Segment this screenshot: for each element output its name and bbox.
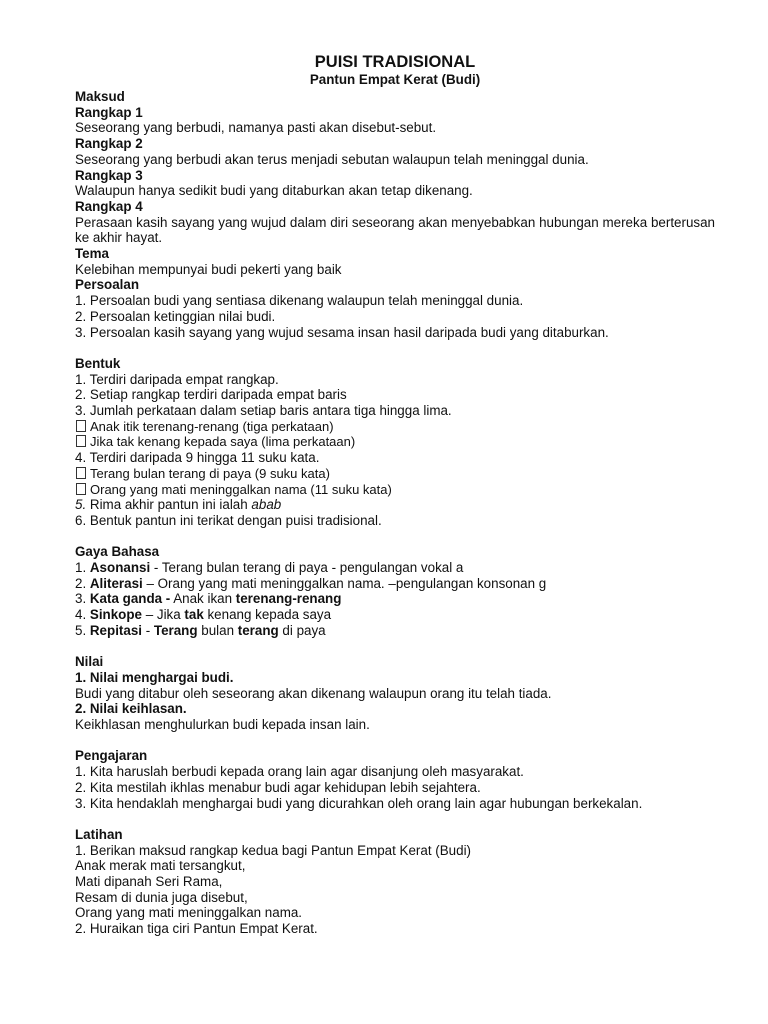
rangkap-1-label: Rangkap 1	[75, 104, 143, 120]
persoalan-item: 3. Persoalan kasih sayang yang wujud sesama insan hasil daripada budi yang ditaburkan.	[75, 324, 609, 340]
document-page	[75, 50, 715, 937]
rangkap-1-text: Seseorang yang berbudi, namanya pasti akan disebut-sebut.	[75, 120, 437, 136]
heading-maksud: Maksud	[75, 89, 125, 104]
gaya-bahasa-item: 4. Sinkope – Jika tak kenang kepada saya	[75, 607, 332, 623]
rangkap-3-text: Walaupun hanya sedikit budi yang ditaburkan akan tetap dikenang.	[75, 183, 473, 199]
bentuk-item: 4. Terdiri daripada 9 hingga 11 suku kata.	[75, 450, 320, 466]
latihan-line: 1. Berikan maksud rangkap kedua bagi Pantun Empat Kerat (Budi)	[75, 842, 471, 858]
pengajaran-item: 2. Kita mestilah ikhlas menabur budi agar kehidupan lebih sejahtera.	[75, 779, 481, 795]
box-bullet-icon	[76, 483, 86, 495]
heading-latihan: Latihan	[75, 826, 123, 842]
persoalan-item: 1. Persoalan budi yang sentiasa dikenang walaupun telah meninggal dunia.	[75, 293, 524, 309]
heading-nilai: Nilai	[75, 654, 104, 670]
box-bullet-icon	[76, 435, 86, 447]
bentuk-example: Terang bulan terang di paya (9 suku kata)	[75, 466, 715, 482]
bentuk-item: 6. Bentuk pantun ini terikat dengan puisi tradisional.	[75, 512, 382, 528]
pengajaran-item: 1. Kita haruslah berbudi kepada orang lain agar disanjung oleh masyarakat.	[75, 764, 524, 780]
nilai-text: Budi yang ditabur oleh seseorang akan dikenang walaupun orang itu telah tiada.	[75, 685, 552, 701]
rangkap-2-label: Rangkap 2	[75, 136, 143, 152]
heading-gaya-bahasa: Gaya Bahasa	[75, 544, 160, 560]
gaya-bahasa-item: 5. Repitasi - Terang bulan terang di paya	[75, 622, 326, 638]
document-subtitle: Pantun Empat Kerat (Budi)	[309, 72, 481, 87]
bentuk-item-rima: 5. Rima akhir pantun ini ialah abab	[75, 497, 282, 513]
heading-persoalan: Persoalan	[75, 277, 140, 293]
box-bullet-icon	[76, 467, 86, 479]
box-bullet-icon	[76, 420, 86, 432]
bentuk-example: Anak itik terenang-renang (tiga perkataan)	[75, 419, 715, 435]
nilai-label: 2. Nilai keihlasan.	[75, 701, 187, 717]
latihan-line: Resam di dunia juga disebut,	[75, 889, 248, 905]
latihan-line: 2. Huraikan tiga ciri Pantun Empat Kerat.	[75, 921, 318, 937]
gaya-bahasa-item: 2. Aliterasi – Orang yang mati meninggalkan nama. –pengulangan konsonan g	[75, 575, 547, 591]
bentuk-item: 2. Setiap rangkap terdiri daripada empat baris	[75, 387, 347, 403]
heading-pengajaran: Pengajaran	[75, 748, 148, 764]
bentuk-item: 1. Terdiri daripada empat rangkap.	[75, 371, 279, 387]
bentuk-item: 3. Jumlah perkataan dalam setiap baris antara tiga hingga lima.	[75, 403, 452, 419]
persoalan-item: 2. Persoalan ketinggian nilai budi.	[75, 308, 276, 324]
tema-text: Kelebihan mempunyai budi pekerti yang baik	[75, 261, 342, 277]
latihan-line: Anak merak mati tersangkut,	[75, 858, 246, 874]
document-title: PUISI TRADISIONAL	[314, 53, 476, 71]
heading-bentuk: Bentuk	[75, 355, 121, 371]
rangkap-2-text: Seseorang yang berbudi akan terus menjadi sebutan walaupun telah meninggal dunia.	[75, 151, 589, 167]
latihan-line: Mati dipanah Seri Rama,	[75, 874, 223, 890]
pengajaran-item: 3. Kita hendaklah menghargai budi yang dicurahkan oleh orang lain agar hubungan berkekalan.	[75, 795, 643, 811]
rangkap-4-label: Rangkap 4	[75, 198, 143, 214]
gaya-bahasa-item: 1. Asonansi - Terang bulan terang di paya - pengulangan vokal a	[75, 560, 464, 576]
heading-tema: Tema	[75, 246, 109, 262]
nilai-label: 1. Nilai menghargai budi.	[75, 669, 234, 685]
bentuk-example: Orang yang mati meninggalkan nama (11 suku kata)	[75, 482, 715, 498]
bentuk-example: Jika tak kenang kepada saya (lima perkataan)	[75, 434, 715, 450]
latihan-line: Orang yang mati meninggalkan nama.	[75, 905, 303, 921]
rangkap-4-text: Perasaan kasih sayang yang wujud dalam diri seseorang akan menyebabkan hubungan mereka berterusan ke akhir hayat.	[75, 214, 715, 246]
nilai-text: Keikhlasan menghulurkan budi kepada insan lain.	[75, 717, 370, 733]
gaya-bahasa-item: 3. Kata ganda - Anak ikan terenang-renang	[75, 591, 342, 607]
rangkap-3-label: Rangkap 3	[75, 167, 143, 183]
